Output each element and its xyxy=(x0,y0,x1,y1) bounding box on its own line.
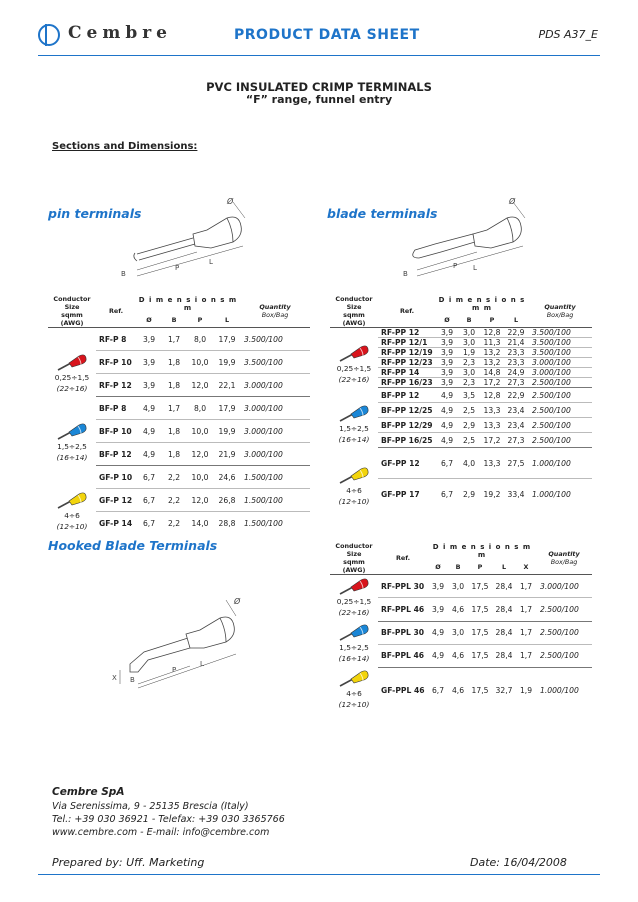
doc-title: PRODUCT DATA SHEET xyxy=(234,27,420,43)
ref-code: BF-PP 12 xyxy=(378,388,436,403)
dimension-value: 17,5 xyxy=(468,575,492,598)
prepared-by: Prepared by: Uff. Marketing xyxy=(52,856,205,869)
logo-text: Cembre xyxy=(68,23,172,43)
conductor-size: 4÷6 xyxy=(346,485,362,495)
terminal-icon xyxy=(55,489,89,511)
hdr-ref: Ref. xyxy=(378,542,428,575)
dimension-value: 17,5 xyxy=(468,667,492,713)
dimension-value: 27,3 xyxy=(504,378,528,388)
table-row xyxy=(330,448,592,479)
hdr-quantity: Quantity xyxy=(548,550,580,558)
conductor-size-cell xyxy=(330,575,378,622)
x-label: X xyxy=(112,674,117,682)
dimension-value: 24,6 xyxy=(214,466,240,489)
dimension-value: 3,9 xyxy=(436,338,458,348)
dimension-value: 3,0 xyxy=(448,621,468,644)
dimension-value: 6,7 xyxy=(136,512,162,535)
header-rule xyxy=(38,55,600,56)
terminal-icon xyxy=(337,621,371,643)
quantity: 2.500/100 xyxy=(536,621,592,644)
dimension-value: 2,9 xyxy=(458,479,480,510)
ref-code: RF-P 8 xyxy=(96,328,136,351)
quantity: 1.000/100 xyxy=(528,479,592,510)
ref-code: RF-PP 16/23 xyxy=(378,378,436,388)
doc-code: PDS A37_E xyxy=(538,28,598,41)
hdr-x: X xyxy=(516,559,536,574)
hdr-b: B xyxy=(458,312,480,327)
dimension-value: 1,9 xyxy=(516,667,536,713)
dimension-value: 27,5 xyxy=(504,448,528,479)
hdr-boxbag: Box/Bag xyxy=(550,558,578,566)
dimension-value: 12,8 xyxy=(480,328,504,338)
dimension-value: 2,5 xyxy=(458,433,480,448)
quantity: 3.000/100 xyxy=(240,397,310,420)
dimension-value: 14,8 xyxy=(480,368,504,378)
conductor-size: 4÷6 xyxy=(64,510,80,520)
l-label: L xyxy=(209,258,213,266)
quantity: 2.500/100 xyxy=(528,418,592,433)
terminal-icon xyxy=(55,351,89,373)
table-row xyxy=(330,575,592,598)
footer-rule xyxy=(38,874,600,875)
dimension-value: 6,7 xyxy=(436,448,458,479)
dimension-value: 28,4 xyxy=(492,621,516,644)
company-address: Via Serenissima, 9 - 25135 Brescia (Italy) xyxy=(52,801,249,812)
l-label: L xyxy=(473,264,477,272)
conductor-size: 1,5÷2,5 xyxy=(339,423,369,433)
quantity: 3.000/100 xyxy=(240,374,310,397)
dimension-value: 3,5 xyxy=(458,388,480,403)
main-title: PVC INSULATED CRIMP TERMINALS xyxy=(206,80,432,94)
conductor-size: 0,25÷1,5 xyxy=(54,372,90,382)
dimension-value: 1,9 xyxy=(458,348,480,358)
terminal-icon xyxy=(55,420,89,442)
ref-code: BF-PP 16/25 xyxy=(378,433,436,448)
ref-code: BF-P 10 xyxy=(96,420,136,443)
ref-code: GF-P 12 xyxy=(96,489,136,512)
dimension-value: 3,0 xyxy=(458,338,480,348)
dimension-value: 3,9 xyxy=(136,374,162,397)
dimension-value: 1,7 xyxy=(516,575,536,598)
hdr-cond-size: Conductor Size xyxy=(335,295,373,311)
awg-size: (22÷16) xyxy=(338,608,370,617)
dimension-value: 1,8 xyxy=(162,443,186,466)
dimension-value: 28,4 xyxy=(492,575,516,598)
dimension-value: 4,9 xyxy=(436,388,458,403)
dimension-value: 3,9 xyxy=(428,598,448,621)
dimension-value: 4,9 xyxy=(436,433,458,448)
dimension-value: 17,2 xyxy=(480,433,504,448)
dimension-value: 10,0 xyxy=(186,420,214,443)
dimension-value: 2,2 xyxy=(162,512,186,535)
hdr-awg: (AWG) xyxy=(342,566,366,574)
hdr-l: L xyxy=(504,312,528,327)
quantity: 2.500/100 xyxy=(528,388,592,403)
dimension-value: 17,5 xyxy=(468,644,492,667)
terminal-icon xyxy=(337,464,371,486)
pin-table xyxy=(48,295,310,535)
pin-heading: pin terminals xyxy=(48,206,142,221)
dimension-value: 6,7 xyxy=(136,489,162,512)
ref-code: RF-PP 12/1 xyxy=(378,338,436,348)
dimension-value: 2,2 xyxy=(162,466,186,489)
dimension-value: 23,4 xyxy=(504,418,528,433)
dimension-value: 4,9 xyxy=(136,420,162,443)
hdr-dimensions: D i m e n s i o n s m m xyxy=(432,542,532,559)
ref-code: RF-PP 12/23 xyxy=(378,358,436,368)
dimension-value: 21,4 xyxy=(504,338,528,348)
hooked-terminal-drawing xyxy=(108,590,258,690)
hdr-diameter: Ø xyxy=(428,559,448,574)
hdr-quantity: Quantity xyxy=(544,303,576,311)
conductor-size-cell xyxy=(330,621,378,667)
dimension-value: 17,5 xyxy=(468,621,492,644)
hdr-diameter: Ø xyxy=(436,312,458,327)
dimension-value: 2,5 xyxy=(458,403,480,418)
quantity: 1.000/100 xyxy=(536,667,592,713)
ref-code: BF-PPL 30 xyxy=(378,621,428,644)
ref-code: GF-PP 17 xyxy=(378,479,436,510)
dimension-value: 13,3 xyxy=(480,418,504,433)
pin-terminal-drawing xyxy=(115,188,265,280)
quantity: 2.500/100 xyxy=(528,403,592,418)
hdr-ref: Ref. xyxy=(96,295,136,328)
dimension-value: 3,9 xyxy=(436,328,458,338)
dimension-value: 1,8 xyxy=(162,351,186,374)
dimension-value: 4,9 xyxy=(136,443,162,466)
company-web: www.cembre.com - E-mail: info@cembre.com xyxy=(52,827,270,838)
dimension-value: 12,0 xyxy=(186,374,214,397)
ref-code: RF-P 10 xyxy=(96,351,136,374)
dimension-value: 3,9 xyxy=(436,358,458,368)
company-name: Cembre SpA xyxy=(52,786,125,798)
awg-size: (12÷10) xyxy=(338,496,370,506)
hdr-b: B xyxy=(448,559,468,574)
awg-size: (22÷16) xyxy=(56,383,88,393)
dimension-value: 2,3 xyxy=(458,358,480,368)
table-row xyxy=(330,328,592,338)
ref-code: BF-PP 12/25 xyxy=(378,403,436,418)
b-label: B xyxy=(121,270,126,278)
quantity: 2.500/100 xyxy=(528,378,592,388)
ref-code: GF-P 14 xyxy=(96,512,136,535)
hdr-dimensions: D i m e n s i o n s m m xyxy=(138,295,238,312)
hdr-p: P xyxy=(468,559,492,574)
hdr-p: P xyxy=(480,312,504,327)
dimension-value: 1,7 xyxy=(162,328,186,351)
dimension-value: 8,0 xyxy=(186,397,214,420)
quantity: 3.500/100 xyxy=(528,348,592,358)
doc-date: Date: 16/04/2008 xyxy=(470,856,567,869)
dimension-value: 19,9 xyxy=(214,420,240,443)
conductor-size-cell xyxy=(48,397,96,466)
dimension-value: 3,0 xyxy=(458,368,480,378)
dimension-value: 1,7 xyxy=(162,397,186,420)
dimension-value: 3,9 xyxy=(436,348,458,358)
dimension-value: 4,9 xyxy=(428,644,448,667)
quantity: 3.500/100 xyxy=(528,338,592,348)
ref-code: BF-P 12 xyxy=(96,443,136,466)
hooked-heading: Hooked Blade Terminals xyxy=(48,538,218,553)
dimension-value: 10,0 xyxy=(186,351,214,374)
dimension-value: 13,2 xyxy=(480,358,504,368)
quantity: 3.000/100 xyxy=(528,368,592,378)
dimension-value: 13,3 xyxy=(480,448,504,479)
company-phone: Tel.: +39 030 36921 - Telefax: +39 030 3365766 xyxy=(52,814,285,825)
hdr-dimensions: D i m e n s i o n s m m xyxy=(438,295,526,312)
dimension-value: 6,7 xyxy=(136,466,162,489)
quantity: 3.500/100 xyxy=(528,328,592,338)
awg-size: (22÷16) xyxy=(338,374,370,384)
dimension-value: 3,9 xyxy=(428,575,448,598)
dimension-value: 28,4 xyxy=(492,644,516,667)
ref-code: RF-PP 12/19 xyxy=(378,348,436,358)
dimension-value: 17,2 xyxy=(480,378,504,388)
terminal-icon xyxy=(337,667,371,689)
quantity: 1.000/100 xyxy=(528,448,592,479)
quantity: 3.000/100 xyxy=(240,420,310,443)
hdr-quantity: Quantity xyxy=(259,303,291,311)
dimension-value: 1,7 xyxy=(516,621,536,644)
quantity: 1.500/100 xyxy=(240,466,310,489)
hooked-table xyxy=(330,542,592,713)
hdr-sqmm: sqmm xyxy=(61,311,83,319)
b-label: B xyxy=(130,676,135,684)
conductor-size-cell xyxy=(330,448,378,510)
ref-code: RF-PP 14 xyxy=(378,368,436,378)
p-label: P xyxy=(453,262,458,270)
dimension-value: 26,8 xyxy=(214,489,240,512)
table-row xyxy=(330,388,592,403)
dimension-value: 2,9 xyxy=(458,418,480,433)
diameter-label: Ø xyxy=(227,197,234,206)
quantity: 3.000/100 xyxy=(240,443,310,466)
dimension-value: 4,9 xyxy=(436,403,458,418)
dimension-value: 17,5 xyxy=(468,598,492,621)
dimension-value: 3,0 xyxy=(458,328,480,338)
quantity: 3.000/100 xyxy=(536,575,592,598)
dimension-value: 23,3 xyxy=(504,348,528,358)
table-row xyxy=(48,466,310,489)
hdr-cond-size: Conductor Size xyxy=(53,295,91,311)
ref-code: GF-PP 12 xyxy=(378,448,436,479)
dimension-value: 3,9 xyxy=(436,378,458,388)
conductor-size-cell xyxy=(330,328,378,388)
dimension-value: 1,8 xyxy=(162,420,186,443)
cembre-logo-icon xyxy=(38,24,60,46)
dimension-value: 4,6 xyxy=(448,644,468,667)
dimension-value: 6,7 xyxy=(428,667,448,713)
quantity: 2.500/100 xyxy=(536,644,592,667)
p-label: P xyxy=(172,666,177,674)
dimension-value: 28,8 xyxy=(214,512,240,535)
hdr-b: B xyxy=(162,312,186,327)
conductor-size: 1,5÷2,5 xyxy=(339,643,369,652)
blade-table xyxy=(330,295,592,510)
l-label: L xyxy=(200,660,204,668)
dimension-value: 32,7 xyxy=(492,667,516,713)
dimension-value: 3,9 xyxy=(136,351,162,374)
dimension-value: 28,4 xyxy=(492,598,516,621)
awg-size: (16÷14) xyxy=(56,452,88,462)
dimension-value: 3,0 xyxy=(448,575,468,598)
terminal-icon xyxy=(337,402,371,424)
dimension-value: 17,9 xyxy=(214,328,240,351)
hdr-l: L xyxy=(492,559,516,574)
conductor-size: 0,25÷1,5 xyxy=(336,597,372,606)
conductor-size: 4÷6 xyxy=(346,689,362,698)
dimension-value: 22,1 xyxy=(214,374,240,397)
ref-code: RF-PP 12 xyxy=(378,328,436,338)
dimension-value: 8,0 xyxy=(186,328,214,351)
hdr-sqmm: sqmm xyxy=(343,558,365,566)
dimension-value: 13,3 xyxy=(480,403,504,418)
conductor-size-cell xyxy=(330,388,378,448)
dimension-value: 33,4 xyxy=(504,479,528,510)
hdr-sqmm: sqmm xyxy=(343,311,365,319)
dimension-value: 17,9 xyxy=(214,397,240,420)
dimension-value: 19,2 xyxy=(480,479,504,510)
diameter-label: Ø xyxy=(509,197,516,206)
section-title: Sections and Dimensions: xyxy=(52,141,198,152)
quantity: 1.500/100 xyxy=(240,489,310,512)
dimension-value: 1,7 xyxy=(516,598,536,621)
dimension-value: 2,2 xyxy=(162,489,186,512)
dimension-value: 2,3 xyxy=(458,378,480,388)
ref-code: RF-P 12 xyxy=(96,374,136,397)
awg-size: (16÷14) xyxy=(338,654,370,663)
ref-code: GF-PPL 46 xyxy=(378,667,428,713)
awg-size: (12÷10) xyxy=(338,700,370,709)
dimension-value: 10,0 xyxy=(186,466,214,489)
dimension-value: 14,0 xyxy=(186,512,214,535)
hdr-cond-size: Conductor Size xyxy=(335,542,373,558)
quantity: 2.500/100 xyxy=(528,433,592,448)
dimension-value: 27,3 xyxy=(504,433,528,448)
ref-code: BF-PP 12/29 xyxy=(378,418,436,433)
dimension-value: 4,9 xyxy=(428,621,448,644)
main-subtitle: “F” range, funnel entry xyxy=(245,93,393,106)
dimension-value: 4,0 xyxy=(458,448,480,479)
blade-terminal-drawing xyxy=(395,188,545,280)
quantity: 3.500/100 xyxy=(240,328,310,351)
dimension-value: 12,0 xyxy=(186,443,214,466)
blade-heading: blade terminals xyxy=(327,206,438,221)
dimension-value: 13,2 xyxy=(480,348,504,358)
dimension-value: 4,6 xyxy=(448,667,468,713)
dimension-value: 4,9 xyxy=(136,397,162,420)
dimension-value: 12,8 xyxy=(480,388,504,403)
dimension-value: 4,9 xyxy=(436,418,458,433)
ref-code: RF-PPL 46 xyxy=(378,598,428,621)
conductor-size-cell xyxy=(48,328,96,397)
dimension-value: 22,9 xyxy=(504,388,528,403)
dimension-value: 3,9 xyxy=(436,368,458,378)
dimension-value: 4,6 xyxy=(448,598,468,621)
terminal-icon xyxy=(337,342,371,364)
hdr-awg: (AWG) xyxy=(342,319,366,327)
dimension-value: 21,9 xyxy=(214,443,240,466)
quantity: 1.500/100 xyxy=(240,512,310,535)
dimension-value: 12,0 xyxy=(186,489,214,512)
dimension-value: 23,4 xyxy=(504,403,528,418)
ref-code: GF-P 10 xyxy=(96,466,136,489)
table-row xyxy=(48,328,310,351)
awg-size: (12÷10) xyxy=(56,521,88,531)
p-label: P xyxy=(175,264,180,272)
dimension-value: 3,9 xyxy=(136,328,162,351)
hdr-boxbag: Box/Bag xyxy=(261,311,289,319)
dimension-value: 19,9 xyxy=(214,351,240,374)
hdr-p: P xyxy=(186,312,214,327)
conductor-size-cell xyxy=(48,466,96,535)
dimension-value: 22,9 xyxy=(504,328,528,338)
hdr-awg: (AWG) xyxy=(60,319,84,327)
dimension-value: 24,9 xyxy=(504,368,528,378)
awg-size: (16÷14) xyxy=(338,434,370,444)
dimension-value: 1,8 xyxy=(162,374,186,397)
conductor-size: 0,25÷1,5 xyxy=(336,363,372,373)
conductor-size-cell xyxy=(330,667,378,713)
dimension-value: 23,3 xyxy=(504,358,528,368)
hdr-l: L xyxy=(214,312,240,327)
dimension-value: 1,7 xyxy=(516,644,536,667)
ref-code: BF-PPL 46 xyxy=(378,644,428,667)
hdr-boxbag: Box/Bag xyxy=(546,311,574,319)
dimension-value: 11,3 xyxy=(480,338,504,348)
ref-code: RF-PPL 30 xyxy=(378,575,428,598)
dimension-value: 6,7 xyxy=(436,479,458,510)
terminal-icon xyxy=(337,575,371,597)
b-label: B xyxy=(403,270,408,278)
conductor-size: 1,5÷2,5 xyxy=(57,441,87,451)
table-row xyxy=(330,621,592,644)
quantity: 2.500/100 xyxy=(536,598,592,621)
hdr-ref: Ref. xyxy=(378,295,436,328)
diameter-label: Ø xyxy=(234,597,241,606)
quantity: 3.500/100 xyxy=(240,351,310,374)
hdr-diameter: Ø xyxy=(136,312,162,327)
table-row xyxy=(48,397,310,420)
ref-code: BF-P 8 xyxy=(96,397,136,420)
table-row xyxy=(330,667,592,713)
quantity: 3.000/100 xyxy=(528,358,592,368)
